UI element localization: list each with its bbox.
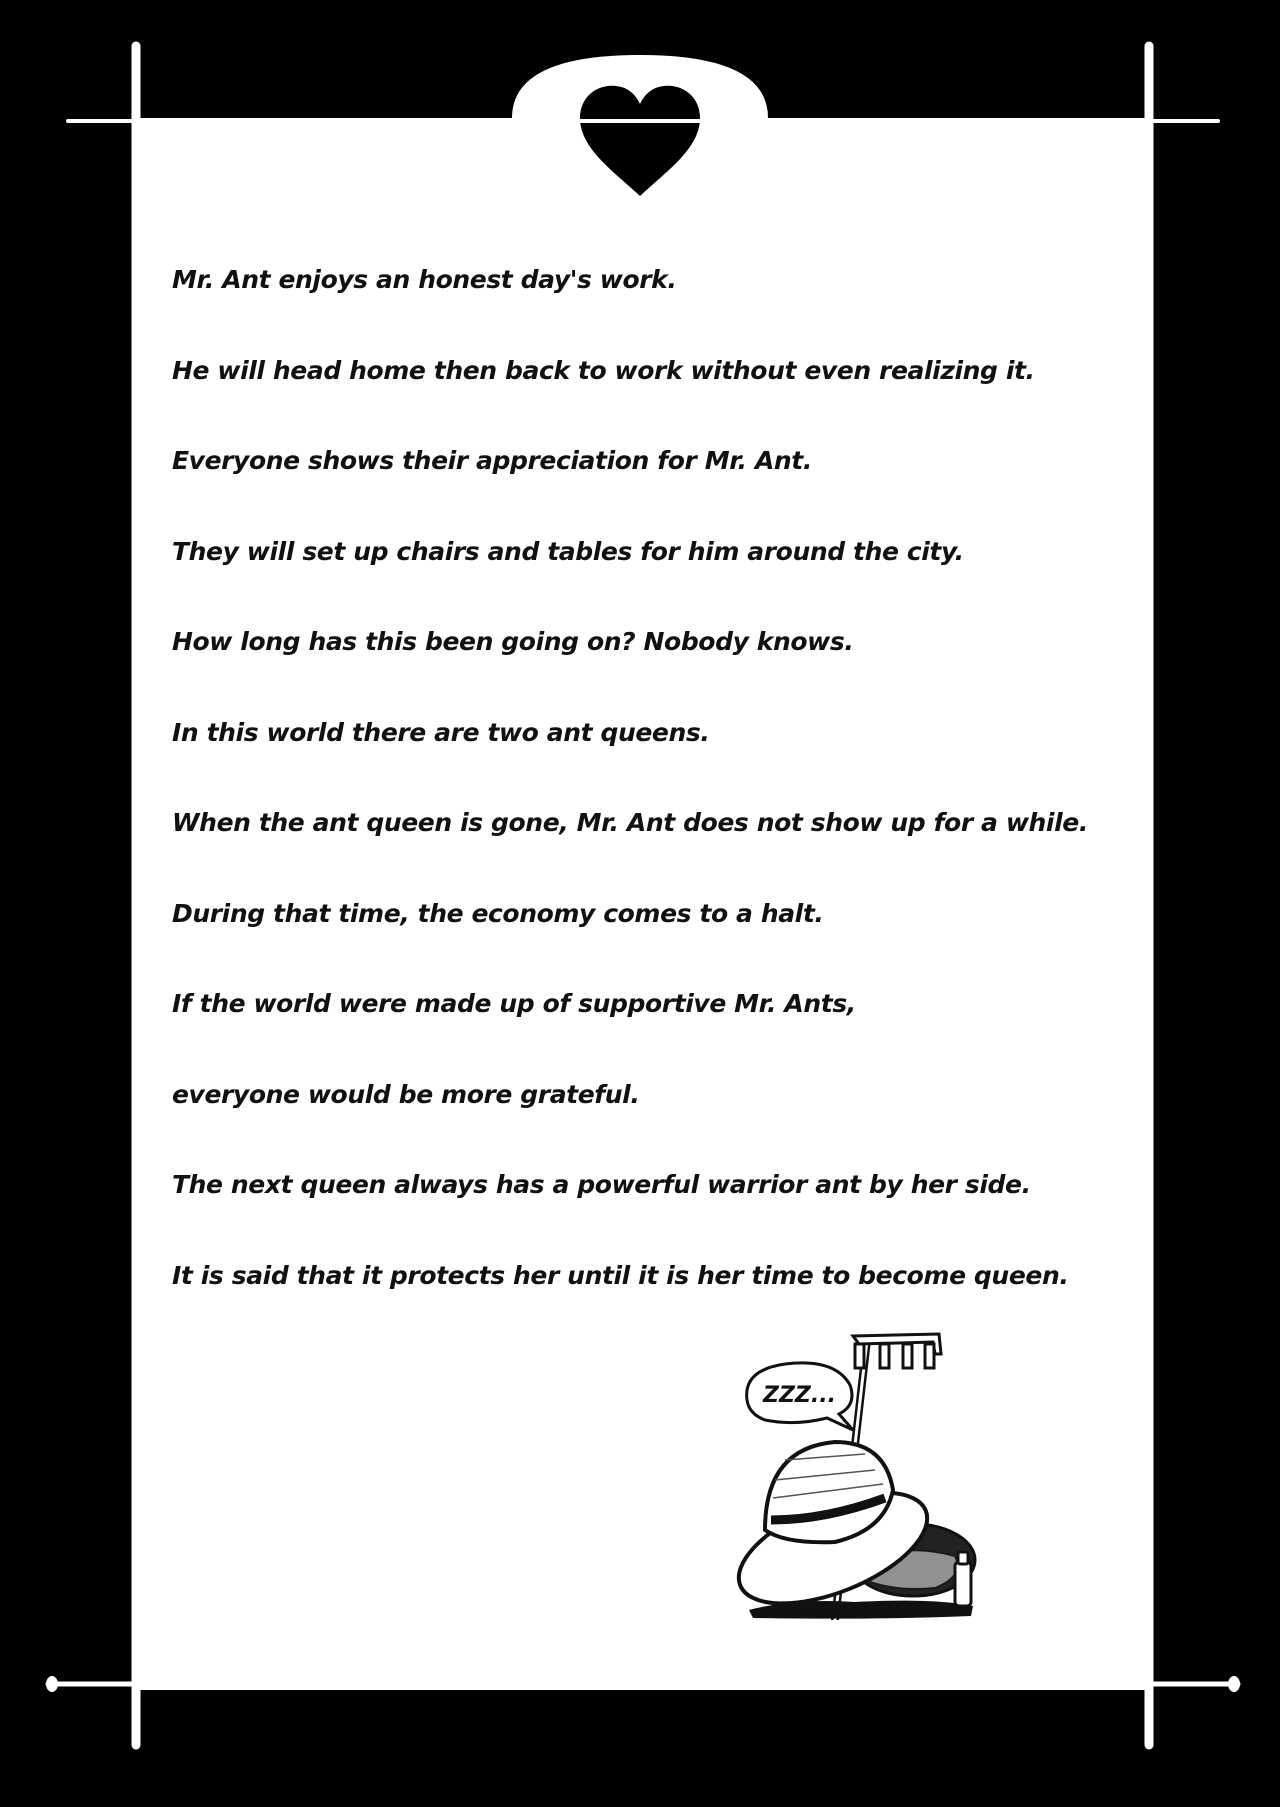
bottle-icon: [955, 1552, 971, 1606]
text-line: everyone would be more grateful.: [172, 1079, 640, 1109]
text-line: The next queen always has a powerful warrior ant by her side.: [172, 1170, 1031, 1199]
text-line: Everyone shows their appreciation for Mr. Ant.: [172, 446, 812, 475]
text-line: In this world there are two ant queens.: [172, 717, 710, 747]
text-line: How long has this been going on? Nobody knows.: [172, 627, 854, 656]
text-line: If the world were made up of supportive Mr. Ants,: [172, 989, 856, 1018]
left-rod-knob: [46, 1676, 58, 1692]
text-line: Mr. Ant enjoys an honest day's work.: [172, 265, 677, 294]
text-line: He will head home then back to work without even realizing it.: [172, 355, 1035, 385]
text-line: During that time, the economy comes to a halt.: [172, 898, 824, 928]
text-line: When the ant queen is gone, Mr. Ant does not show up for a while.: [172, 808, 1088, 837]
text-lines: [172, 258, 1132, 1344]
speech-bubble-text: ZZZ...: [763, 1383, 836, 1408]
speech-bubble: [747, 1363, 853, 1430]
right-rod-knob: [1228, 1676, 1240, 1692]
text-line: It is said that it protects her until it is her time to become queen.: [172, 1260, 1069, 1290]
text-line: They will set up chairs and tables for him around the city.: [172, 536, 964, 566]
sleeping-ant-illustration: [735, 1330, 1095, 1620]
